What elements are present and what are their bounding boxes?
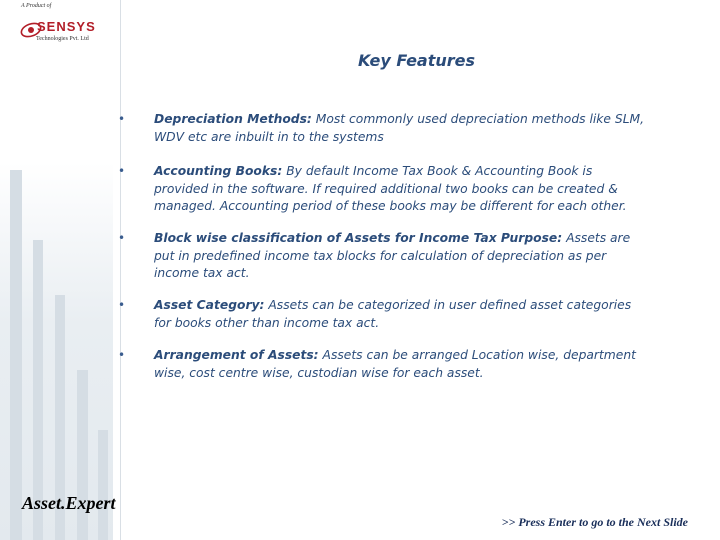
feature-term: Depreciation Methods:	[154, 112, 312, 126]
bullet: •	[118, 231, 126, 245]
feature-term: Accounting Books:	[154, 164, 283, 178]
feature-text	[154, 230, 648, 283]
bullet: •	[118, 112, 126, 126]
company-logo	[16, 3, 112, 49]
bullet: •	[118, 348, 126, 362]
feature-text	[154, 297, 648, 332]
feature-text	[154, 347, 648, 382]
feature-description: Most commonly used depreciation methods like SLM, WDV etc are inbuilt in to the systems	[154, 112, 645, 144]
decorative-bar	[77, 370, 88, 540]
feature-term: Block wise classification of Assets for Income Tax Purpose:	[154, 231, 563, 245]
page-title: Key Features	[358, 51, 476, 70]
feature-description: By default Income Tax Book & Accounting Book is provided in the software. If required additional two books can be created & managed. Accounting period of these books may be different for each other.	[154, 164, 627, 213]
feature-term: Arrangement of Assets:	[154, 348, 319, 362]
decorative-bar	[10, 170, 22, 540]
feature-term: Asset Category:	[154, 298, 265, 312]
feature-text	[154, 163, 648, 216]
decorative-bar	[98, 430, 108, 540]
feature-description: Assets are put in predefined income tax blocks for calculation of depreciation as per income tax act.	[154, 231, 631, 280]
logo-subtitle: Technologies Pvt. Ltd	[36, 36, 89, 42]
feature-text	[154, 111, 648, 146]
logo-name: SENSYS	[37, 19, 96, 34]
logo-tagline: A Product of	[21, 3, 52, 9]
feature-description: Assets can be categorized in user defined asset categories for books other than income tax act.	[154, 298, 632, 330]
next-slide-hint[interactable]: >> Press Enter to go to the Next Slide	[501, 515, 688, 529]
product-brand: Asset.Expert	[22, 493, 116, 513]
decorative-bars	[0, 140, 113, 540]
left-decorative-panel	[0, 0, 113, 540]
feature-description: Assets can be arranged Location wise, department wise, cost centre wise, custodian wise for each asset.	[154, 348, 636, 380]
bullet: •	[118, 164, 126, 178]
bullet: •	[118, 298, 126, 312]
panel-divider	[120, 0, 121, 540]
